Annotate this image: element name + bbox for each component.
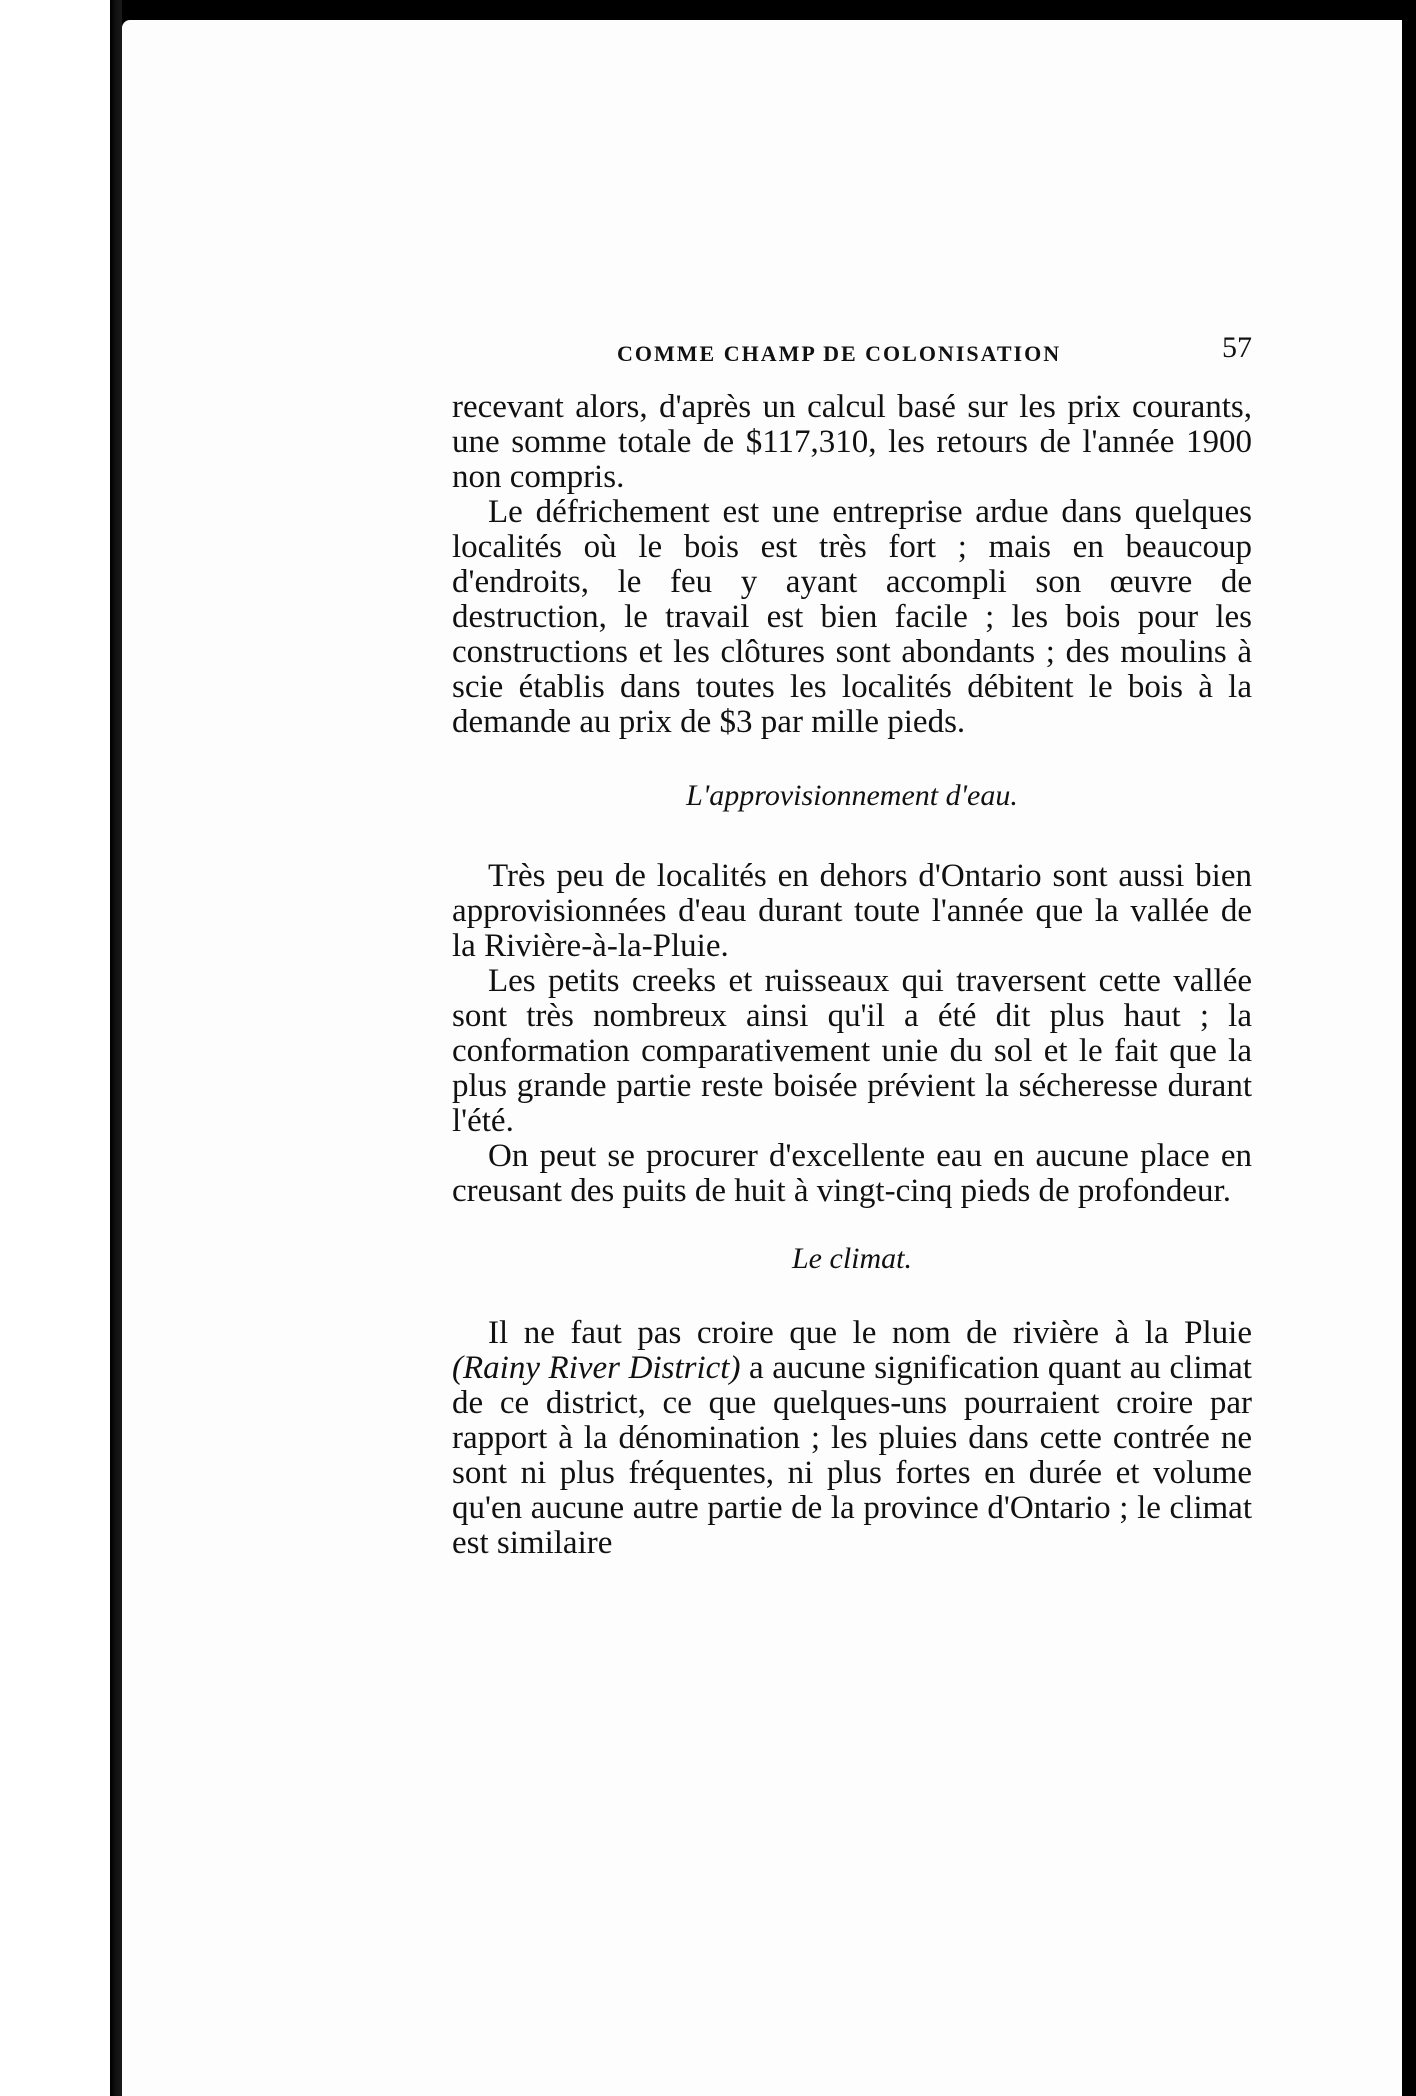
paragraph-1: recevant alors, d'après un calcul basé sur les prix courants, une somme totale de $117,310, les retours de l'année 1900 non compris. [452,389,1252,495]
paragraph-6 [452,1316,1252,1561]
facing-page-edge [0,0,110,2096]
section-heading-climat: Le climat. [792,1242,912,1275]
section-heading-eau: L'approvisionnement d'eau. [686,779,1018,812]
paragraph-5: On peut se procurer d'excellente eau en aucune place en creusant des puits de huit à vingt-cinq pieds de profondeur. [452,1138,1252,1209]
paragraph-3: Très peu de localités en dehors d'Ontario sont aussi bien approvisionnées d'eau durant toute l'année que la vallée de la Rivière-à-la-Pluie. [452,858,1252,964]
running-head [452,331,1252,382]
paragraph-2: Le défrichement est une entreprise ardue dans quelques localités où le bois est très fort ; mais en beaucoup d'endroits, le feu y ayant accompli son œuvre de destruction, le travail est bien facile ; les bois pour les constructions et les clôtures sont abondants ; des moulins à scie établis dans toutes les localités débitent le bois à la demande au prix de $3 par mille pieds. [452,494,1252,740]
page-text-block [452,331,1252,1561]
paragraph-6-end: a aucune signification quant au climat de ce district, ce que quelques-uns pourraient croire par rapport à la dénomination ; les pluies dans cette contrée ne sont ni plus fréquentes, ni plus fortes en durée et volume qu'en aucune autre partie de la province d'Ontario ; le climat est similaire [452,1350,1252,1561]
book-page [122,20,1402,2096]
paragraph-6-italic: (Rainy River District) [452,1350,741,1386]
page-number: 57 [1222,331,1252,364]
paragraph-4: Les petits creeks et ruisseaux qui traversent cette vallée sont très nombreux ainsi qu'il a été dit plus haut ; la conformation comparativement unie du sol et le fait que la plus grande partie reste boisée prévient la sécheresse durant l'été. [452,963,1252,1139]
paragraph-6-start: Il ne faut pas croire que le nom de rivière à la Pluie [488,1315,1252,1351]
gutter-shadow [110,0,122,2096]
running-title: COMME CHAMP DE COLONISATION [617,341,1062,366]
